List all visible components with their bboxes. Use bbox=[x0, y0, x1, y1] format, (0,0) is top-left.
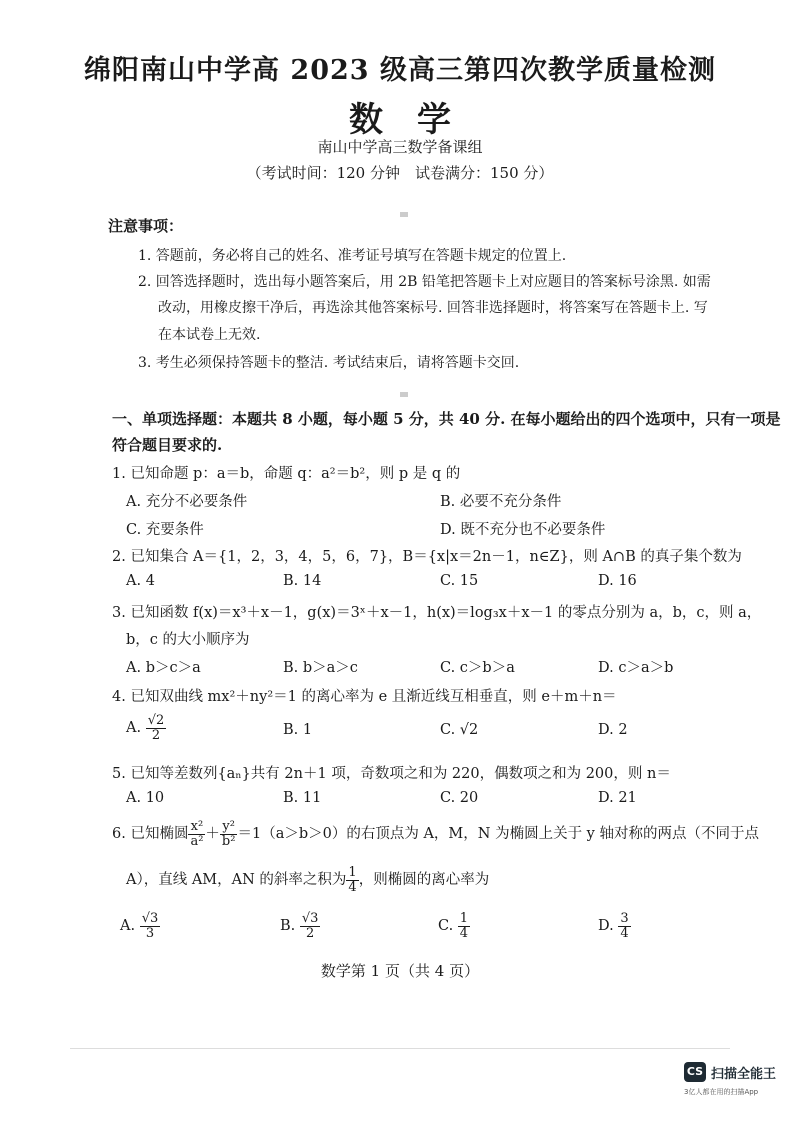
question-6-stem-cont bbox=[126, 866, 489, 894]
q5-option-d: D. 21 bbox=[598, 790, 637, 806]
q1-option-b: B. 必要不充分条件 bbox=[440, 494, 562, 510]
q2-option-b: B. 14 bbox=[283, 573, 322, 589]
scanner-watermark-slogan: 3亿人都在用的扫描App bbox=[684, 1088, 759, 1096]
q6-stem-prefix: 6. 已知椭圆 bbox=[112, 826, 189, 843]
scanner-watermark-name: 扫描全能王 bbox=[711, 1067, 777, 1082]
scan-speck bbox=[400, 392, 408, 397]
notes-heading: 注意事项： bbox=[108, 217, 184, 235]
option-fraction bbox=[300, 912, 321, 940]
fraction-denominator: 3 bbox=[145, 925, 155, 941]
q2-option-c: C. 15 bbox=[440, 573, 479, 589]
fraction-denominator: 4 bbox=[459, 925, 469, 941]
fraction-numerator: √3 bbox=[141, 911, 159, 926]
q6-line2-suffix: ，则椭圆的离心率为 bbox=[358, 872, 490, 889]
note-item: 2. 回答选择题时，选出每小题答案后，用 2B 铅笔把答题卡上对应题目的答案标号涂黑. 如需 bbox=[138, 274, 711, 290]
q4-option-a-label: A. bbox=[126, 720, 142, 737]
fraction-denominator: 4 bbox=[620, 925, 629, 941]
q6-x-fraction bbox=[188, 820, 205, 848]
q5-option-c: C. 20 bbox=[440, 790, 479, 806]
option-label: B. bbox=[280, 918, 296, 935]
exam-title: 绵阳南山中学高 2023 级高三第四次教学质量检测 bbox=[84, 55, 716, 86]
fraction-numerator: 1 bbox=[459, 911, 469, 926]
scan-speck bbox=[400, 212, 408, 217]
fraction-denominator: a² bbox=[190, 833, 204, 849]
q6-stem-suffix: ＝1（a＞b＞0）的右顶点为 A，M，N 为椭圆上关于 y 轴对称的两点（不同于点 bbox=[237, 826, 759, 843]
q5-option-a: A. 10 bbox=[126, 790, 165, 806]
option-fraction bbox=[458, 912, 470, 940]
q6-slope-fraction bbox=[346, 866, 358, 894]
option-label: D. bbox=[598, 918, 614, 935]
note-item: 3. 考生必须保持答题卡的整洁. 考试结束后，请将答题卡交回. bbox=[138, 355, 520, 371]
q5-option-b: B. 11 bbox=[283, 790, 322, 806]
question-5-stem: 5. 已知等差数列{aₙ}共有 2n＋1 项，奇数项之和为 220，偶数项之和为 200，则 n＝ bbox=[112, 766, 671, 782]
section-heading: 一、单项选择题：本题共 8 小题，每小题 5 分，共 40 分. 在每小题给出的四个选项中，只有一项是 bbox=[112, 410, 781, 428]
option-label: C. bbox=[438, 918, 454, 935]
fraction-denominator: 2 bbox=[306, 925, 315, 941]
camscanner-logo-icon: CS bbox=[684, 1062, 706, 1082]
fraction-denominator: 4 bbox=[348, 879, 357, 895]
section-heading-cont: 符合题目要求的. bbox=[112, 436, 223, 454]
subject-title: 数学 bbox=[349, 100, 485, 140]
note-item: 改动，用橡皮擦干净后，再选涂其他答案标号. 回答非选择题时，将答案写在答题卡上. 写 bbox=[158, 300, 708, 316]
author-group: 南山中学高三数学备课组 bbox=[317, 138, 483, 156]
q4-option-a bbox=[126, 714, 166, 742]
exam-info: （考试时间：120 分钟 试卷满分：150 分） bbox=[246, 164, 554, 182]
q2-option-d: D. 16 bbox=[598, 573, 637, 589]
q1-option-c: C. 充要条件 bbox=[126, 522, 204, 538]
q6-line2-prefix: A），直线 AM，AN 的斜率之积为 bbox=[126, 872, 347, 889]
q2-option-a: A. 4 bbox=[126, 573, 155, 589]
q4-option-d: D. 2 bbox=[598, 722, 628, 738]
question-6-stem bbox=[112, 820, 759, 848]
fraction-numerator: y² bbox=[220, 820, 238, 835]
question-2-stem: 2. 已知集合 A＝{1，2，3，4，5，6，7}，B＝{x|x＝2n－1，n∈Z}，则 A∩B 的真子集个数为 bbox=[112, 549, 742, 565]
fraction-numerator: x² bbox=[188, 820, 205, 835]
fraction-numerator: 1 bbox=[348, 865, 357, 880]
note-item: 在本试卷上无效. bbox=[158, 327, 261, 343]
q6-plus: ＋ bbox=[205, 826, 220, 843]
fraction-denominator: 2 bbox=[151, 727, 161, 743]
q4-option-a-fraction bbox=[146, 714, 167, 742]
footer-divider bbox=[70, 1048, 730, 1049]
question-1-stem: 1. 已知命题 p：a＝b，命题 q：a²＝b²，则 p 是 q 的 bbox=[112, 466, 461, 482]
page-number: 数学第 1 页（共 4 页） bbox=[320, 962, 480, 980]
q4-option-b: B. 1 bbox=[283, 722, 313, 738]
q6-option-c bbox=[438, 912, 470, 940]
q1-option-a: A. 充分不必要条件 bbox=[126, 494, 248, 510]
q3-option-a: A. b＞c＞a bbox=[126, 660, 201, 676]
q3-option-c: C. c＞b＞a bbox=[440, 660, 515, 676]
fraction-denominator: b² bbox=[221, 833, 236, 849]
q6-y-fraction bbox=[220, 820, 238, 848]
q6-option-d bbox=[598, 912, 631, 940]
fraction-numerator: √3 bbox=[301, 911, 319, 926]
q6-option-b bbox=[280, 912, 320, 940]
note-item: 1. 答题前，务必将自己的姓名、准考证号填写在答题卡规定的位置上. bbox=[138, 248, 567, 264]
q4-option-c: C. √2 bbox=[440, 722, 479, 738]
option-fraction bbox=[140, 912, 161, 940]
q1-option-d: D. 既不充分也不必要条件 bbox=[440, 522, 606, 538]
fraction-numerator: √2 bbox=[147, 713, 165, 728]
fraction-numerator: 3 bbox=[620, 911, 629, 926]
question-3-stem-cont: b，c 的大小顺序为 bbox=[126, 632, 250, 648]
question-3-stem: 3. 已知函数 f(x)＝x³＋x－1，g(x)＝3ˣ＋x－1，h(x)＝log₃x＋x－1 的零点分别为 a，b，c，则 a， bbox=[112, 605, 762, 621]
option-label: A. bbox=[120, 918, 136, 935]
q3-option-d: D. c＞a＞b bbox=[598, 660, 674, 676]
q6-option-a bbox=[120, 912, 160, 940]
question-4-stem: 4. 已知双曲线 mx²＋ny²＝1 的离心率为 e 且渐近线互相垂直，则 e＋m＋n＝ bbox=[112, 689, 617, 705]
option-fraction bbox=[618, 912, 630, 940]
q3-option-b: B. b＞a＞c bbox=[283, 660, 358, 676]
